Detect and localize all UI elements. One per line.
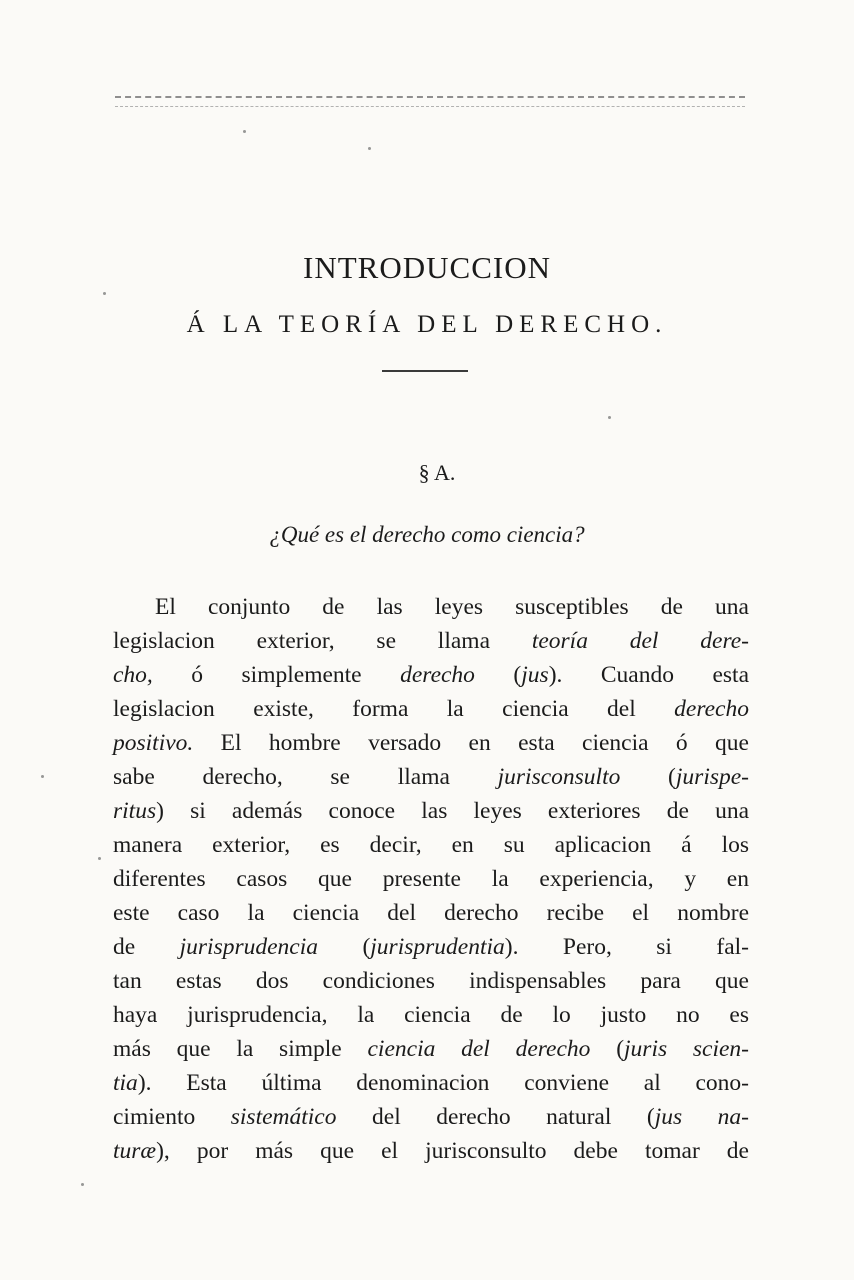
text-line — [113, 760, 749, 794]
text-run: ( — [620, 764, 676, 790]
italic-term: teoría del dere- — [531, 628, 749, 654]
print-speck — [41, 775, 44, 778]
text-line — [113, 726, 749, 760]
italic-term: jurispe- — [675, 764, 749, 790]
top-ornamental-rule — [115, 96, 745, 107]
text-run: El hombre versado en esta ciencia ó que — [193, 730, 749, 756]
text-run: de — [113, 934, 180, 960]
text-run: haya jurisprudencia, la ciencia de lo justo no es — [113, 1002, 749, 1028]
text-run: este caso la ciencia del derecho recibe el nombre — [113, 900, 749, 926]
text-run: manera exterior, es decir, en su aplicacion á los — [113, 832, 749, 858]
italic-term: tia — [113, 1070, 138, 1096]
text-run: sabe derecho, se llama — [113, 764, 498, 790]
text-line — [113, 964, 749, 998]
text-run: ). Esta última denominacion conviene al cono- — [137, 1070, 749, 1096]
text-run: diferentes casos que presente la experiencia, y en — [113, 866, 749, 892]
italic-term: jus na- — [654, 1104, 750, 1130]
italic-term: jus — [521, 662, 549, 688]
section-heading: § A. — [418, 460, 456, 485]
text-line — [113, 624, 749, 658]
text-run: ), por más que el jurisconsulto debe tomar de — [156, 1138, 749, 1164]
italic-term: jurisprudentia — [370, 934, 505, 960]
italic-term: cho, — [113, 662, 153, 688]
print-speck — [368, 147, 371, 150]
chapter-subtitle: Á LA TEORÍA DEL DERECHO. — [186, 311, 668, 338]
text-line — [113, 862, 749, 896]
text-line — [113, 1100, 749, 1134]
italic-term: jurisprudencia — [179, 934, 319, 960]
print-speck — [608, 416, 611, 419]
text-run: más que la simple — [113, 1036, 368, 1062]
print-speck — [103, 292, 106, 295]
text-run: tan estas dos condiciones indispensables para que — [113, 968, 749, 994]
text-line — [113, 896, 749, 930]
text-line — [113, 1066, 749, 1100]
chapter-title: INTRODUCCION — [303, 250, 551, 285]
text-run: legislacion exterior, se llama — [113, 628, 532, 654]
text-run: ( — [474, 662, 522, 688]
print-speck — [98, 857, 101, 860]
italic-term: ciencia del derecho — [367, 1036, 591, 1062]
print-speck — [81, 1183, 84, 1186]
text-line — [113, 590, 749, 624]
text-run: ó simplemente — [152, 662, 401, 688]
italic-term: positivo. — [113, 730, 194, 756]
text-line — [113, 794, 749, 828]
italic-term: juris scien- — [624, 1036, 750, 1062]
italic-term: derecho — [400, 662, 475, 688]
text-run: legislacion existe, forma la ciencia del — [113, 696, 675, 722]
text-run: El conjunto de las leyes susceptibles de una — [155, 594, 749, 620]
text-run: cimiento — [113, 1104, 231, 1130]
text-line — [113, 692, 749, 726]
text-run: ). Cuando esta — [548, 662, 749, 688]
text-line — [113, 1032, 749, 1066]
italic-term: sistemático — [230, 1104, 337, 1130]
text-line — [113, 930, 749, 964]
italic-term: derecho — [674, 696, 749, 722]
text-run: del derecho natural ( — [336, 1104, 655, 1130]
text-line — [113, 1134, 749, 1168]
section-question: ¿Qué es el derecho como ciencia? — [269, 522, 585, 547]
print-speck — [243, 130, 246, 133]
text-run: ( — [318, 934, 371, 960]
text-line — [113, 998, 749, 1032]
text-line — [113, 658, 749, 692]
title-divider — [382, 370, 468, 372]
italic-term: jurisconsulto — [497, 764, 621, 790]
text-run: ). Pero, si fal- — [504, 934, 750, 960]
text-run: ) si además conoce las leyes exteriores de una — [156, 798, 749, 824]
italic-term: ritus — [113, 798, 157, 824]
body-paragraph — [113, 590, 749, 1168]
text-line — [113, 828, 749, 862]
text-run: ( — [590, 1036, 625, 1062]
italic-term: turæ — [113, 1138, 157, 1164]
